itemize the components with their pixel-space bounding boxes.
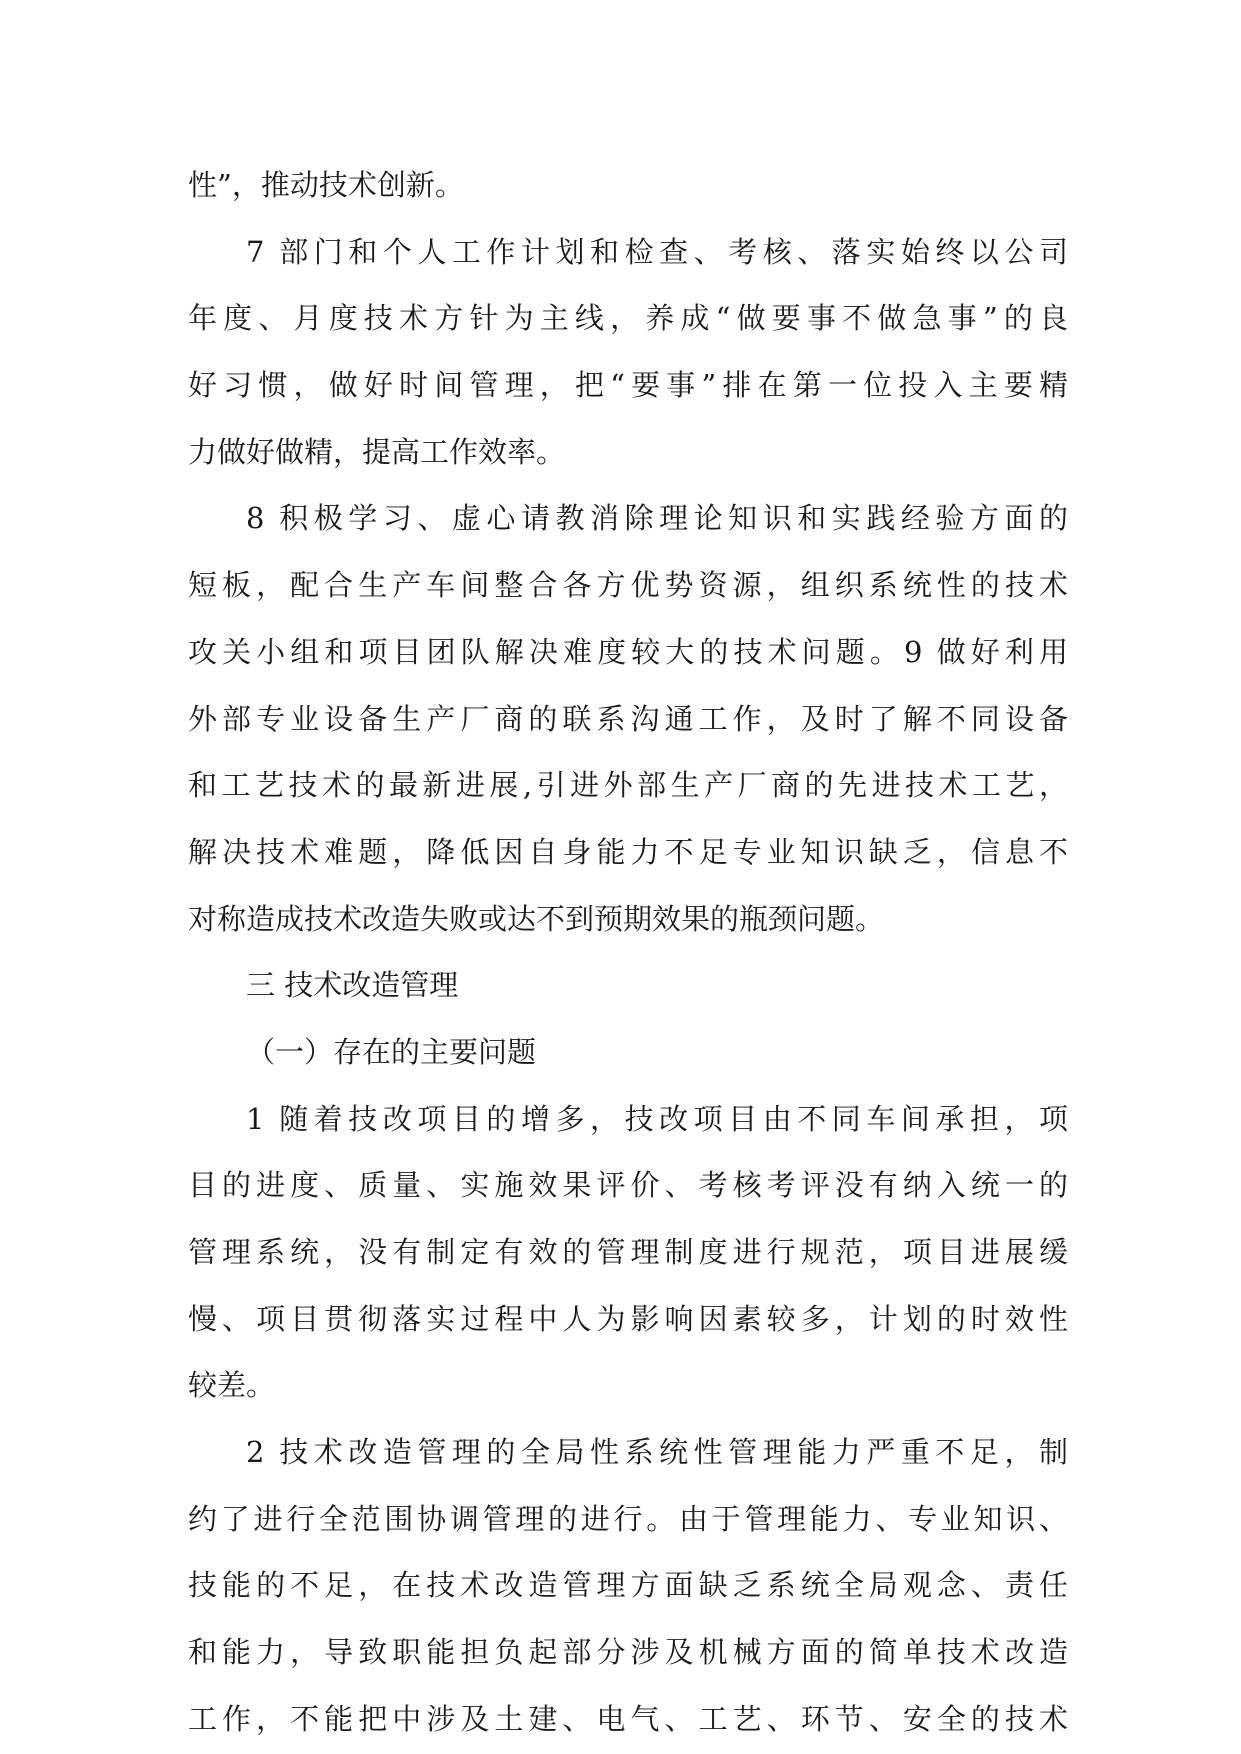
- section-heading: 三 技术改造管理: [246, 968, 459, 1003]
- paragraph-line: 管理系统，没有制定有效的管理制度进行规范，项目进展缓: [188, 1235, 1068, 1269]
- paragraph-line: 约了进行全范围协调管理的进行。由于管理能力、专业知识、: [188, 1501, 1068, 1536]
- paragraph-line: 年度、月度技术方针为主线，养成“做要事不做急事”的良: [188, 301, 1068, 336]
- paragraph-line: 性”，推动技术创新。: [188, 168, 464, 202]
- paragraph-line: 技能的不足，在技术改造管理方面缺乏系统全局观念、责任: [188, 1568, 1068, 1603]
- paragraph-line: 力做好做精，提高工作效率。: [188, 434, 566, 469]
- paragraph-line: 好习惯，做好时间管理，把“要事”排在第一位投入主要精: [188, 368, 1068, 403]
- subsection-heading: （一）存在的主要问题: [246, 1034, 537, 1069]
- paragraph-line: 较差。: [188, 1368, 276, 1403]
- paragraph-line: 1 随着技改项目的增多，技改项目由不同车间承担，项: [246, 1101, 1068, 1136]
- paragraph-line: 和能力，导致职能担负起部分涉及机械方面的简单技术改造: [188, 1635, 1068, 1670]
- paragraph-line: 对称造成技术改造失败或达不到预期效果的瓶颈问题。: [188, 901, 885, 936]
- paragraph-line: 外部专业设备生产厂商的联系沟通工作，及时了解不同设备: [188, 701, 1068, 736]
- paragraph-line: 和工艺技术的最新进展,引进外部生产厂商的先进技术工艺，: [188, 768, 1068, 803]
- document-body: [188, 152, 1068, 1753]
- paragraph-line: 8 积极学习、虚心请教消除理论知识和实践经验方面的: [246, 501, 1068, 536]
- paragraph-line: 攻关小组和项目团队解决难度较大的技术问题。9 做好利用: [188, 634, 1068, 669]
- paragraph-line: 工作，不能把中涉及土建、电气、工艺、环节、安全的技术: [188, 1701, 1068, 1736]
- paragraph-line: 慢、项目贯彻落实过程中人为影响因素较多，计划的时效性: [188, 1301, 1068, 1336]
- paragraph-line: 2 技术改造管理的全局性系统性管理能力严重不足，制: [246, 1435, 1068, 1470]
- paragraph-line: 7 部门和个人工作计划和检查、考核、落实始终以公司: [246, 234, 1068, 269]
- paragraph-line: 解决技术难题，降低因自身能力不足专业知识缺乏，信息不: [188, 834, 1068, 869]
- paragraph-line: 短板，配合生产车间整合各方优势资源，组织系统性的技术: [188, 568, 1068, 603]
- paragraph-line: 目的进度、质量、实施效果评价、考核考评没有纳入统一的: [188, 1168, 1068, 1203]
